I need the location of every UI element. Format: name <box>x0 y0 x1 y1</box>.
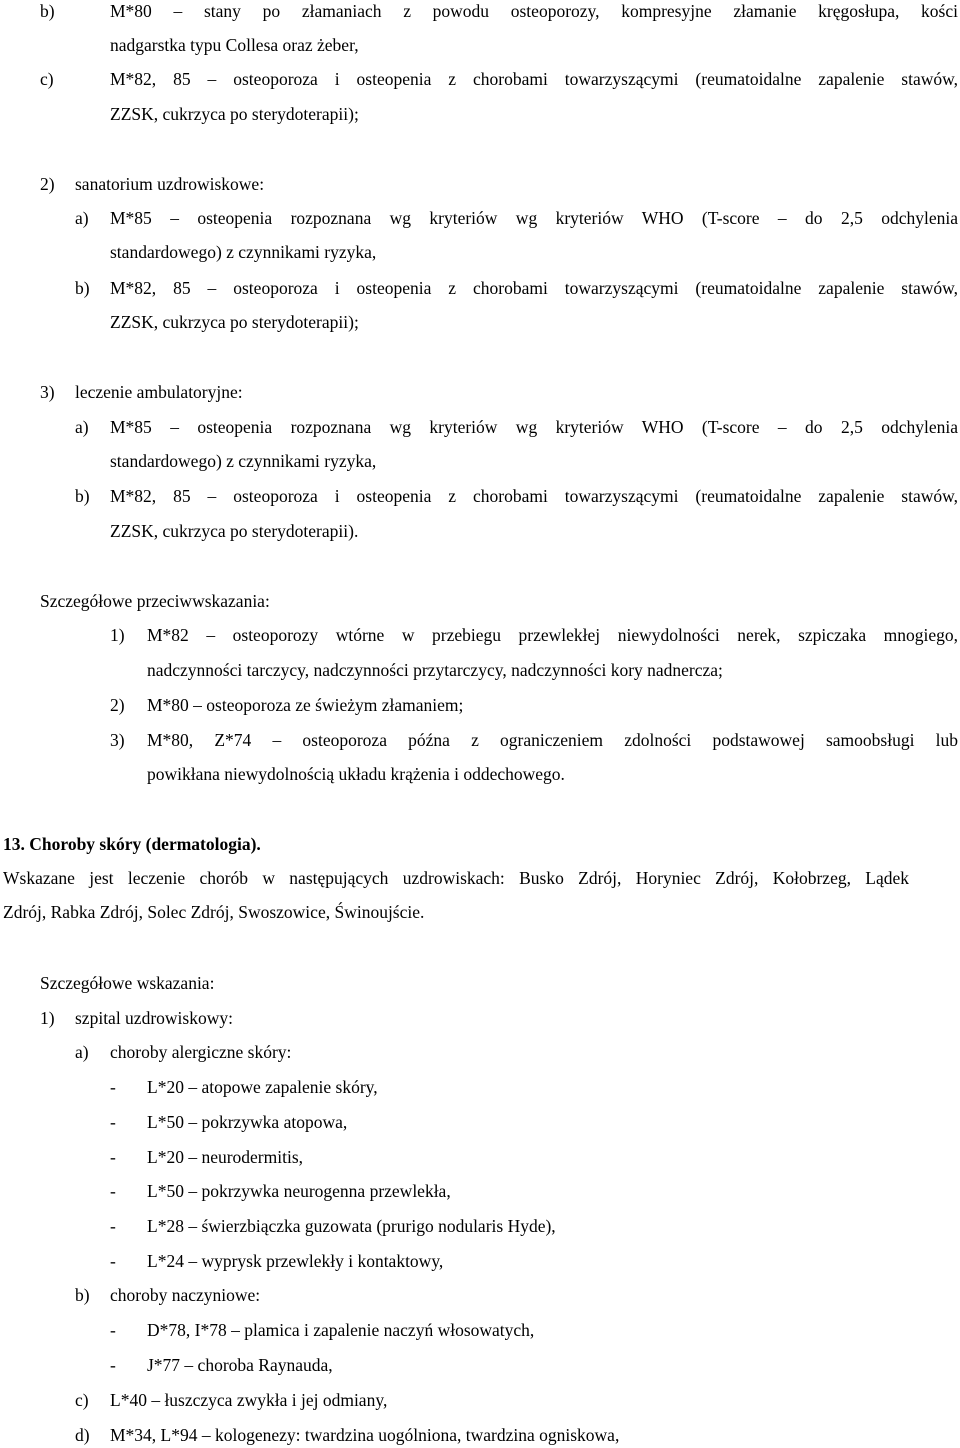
list-item-text: ZZSK, cukrzyca po sterydoterapii); <box>110 312 359 332</box>
dash-bullet: - <box>110 1077 116 1097</box>
list-item-text: M*80 – osteoporoza ze świeżym złamaniem; <box>147 695 464 715</box>
list-item-text: L*40 – łuszczyca zwykła i jej odmiany, <box>110 1390 388 1410</box>
list-item-text: nadczynności tarczycy, nadczynności przytarczycy, nadczynności kory nadnercza; <box>147 660 723 680</box>
list-item-text: M*80, Z*74 – osteoporoza późna z ograniczeniem zdolności podstawowej samoobsługi lub <box>147 730 958 750</box>
indications-heading: Szczegółowe wskazania: <box>40 973 215 993</box>
list-item: L*50 – pokrzywka atopowa, <box>147 1112 348 1132</box>
section-title: 13. Choroby skóry (dermatologia). <box>3 834 261 854</box>
dash-bullet: - <box>110 1147 116 1167</box>
list-item-text: M*82, 85 – osteoporoza i osteopenia z chorobami towarzyszącymi (reumatoidalne zapalenie stawów, <box>110 486 958 506</box>
list-item: L*24 – wyprysk przewlekły i kontaktowy, <box>147 1251 444 1271</box>
list-item-text: powikłana niewydolnością układu krążenia i oddechowego. <box>147 764 565 784</box>
dash-bullet: - <box>110 1320 116 1340</box>
dash-bullet: - <box>110 1181 116 1201</box>
subsection-heading: szpital uzdrowiskowy: <box>75 1008 233 1028</box>
list-item: L*28 – świerzbiączka guzowata (prurigo nodularis Hyde), <box>147 1216 556 1236</box>
section-intro: Wskazane jest leczenie chorób w następujących uzdrowiskach: Busko Zdrój, Horyniec Zdrój, Kołobrzeg, Lądek <box>3 868 909 888</box>
list-item-text: ZZSK, cukrzyca po sterydoterapii). <box>110 521 359 541</box>
item-label: b) <box>40 1 55 21</box>
item-label: 2) <box>40 174 55 194</box>
list-item-text: M*82, 85 – osteoporoza i osteopenia z chorobami towarzyszącymi (reumatoidalne zapalenie stawów, <box>110 69 958 89</box>
item-label: c) <box>75 1390 89 1410</box>
subsection-heading: sanatorium uzdrowiskowe: <box>75 174 265 194</box>
item-label: 3) <box>40 382 55 402</box>
list-item-text: choroby alergiczne skóry: <box>110 1042 292 1062</box>
item-label: 1) <box>110 625 125 645</box>
list-item: L*50 – pokrzywka neurogenna przewlekła, <box>147 1181 451 1201</box>
item-label: 1) <box>40 1008 55 1028</box>
list-item: L*20 – atopowe zapalenie skóry, <box>147 1077 378 1097</box>
item-label: b) <box>75 486 90 506</box>
item-label: a) <box>75 1042 89 1062</box>
item-label: 2) <box>110 695 125 715</box>
list-item-text: standardowego) z czynnikami ryzyka, <box>110 242 377 262</box>
list-item-text: choroby naczyniowe: <box>110 1285 261 1305</box>
list-item: L*20 – neurodermitis, <box>147 1147 304 1167</box>
item-label: 3) <box>110 730 125 750</box>
list-item-text: M*80 – stany po złamaniach z powodu osteoporozy, kompresyjne złamanie kręgosłupa, kości <box>110 1 958 21</box>
list-item-text: M*85 – osteopenia rozpoznana wg kryteriów wg kryteriów WHO (T-score – do 2,5 odchylenia <box>110 417 958 437</box>
list-item-text: M*34, L*94 – kologenezy: twardzina uogólniona, twardzina ogniskowa, <box>110 1425 620 1445</box>
item-label: b) <box>75 1285 90 1305</box>
list-item-text: M*82, 85 – osteoporoza i osteopenia z chorobami towarzyszącymi (reumatoidalne zapalenie stawów, <box>110 278 958 298</box>
list-item-text: standardowego) z czynnikami ryzyka, <box>110 451 377 471</box>
section-intro: Zdrój, Rabka Zdrój, Solec Zdrój, Swoszowice, Świnoujście. <box>3 902 425 922</box>
item-label: a) <box>75 417 89 437</box>
dash-bullet: - <box>110 1216 116 1236</box>
subsection-heading: leczenie ambulatoryjne: <box>75 382 243 402</box>
item-label: a) <box>75 208 89 228</box>
item-label: d) <box>75 1425 90 1445</box>
list-item: J*77 – choroba Raynauda, <box>147 1355 333 1375</box>
list-item-text: ZZSK, cukrzyca po sterydoterapii); <box>110 104 359 124</box>
list-item-text: M*85 – osteopenia rozpoznana wg kryteriów wg kryteriów WHO (T-score – do 2,5 odchylenia <box>110 208 958 228</box>
item-label: b) <box>75 278 90 298</box>
dash-bullet: - <box>110 1355 116 1375</box>
dash-bullet: - <box>110 1112 116 1132</box>
item-label: c) <box>40 69 54 89</box>
dash-bullet: - <box>110 1251 116 1271</box>
list-item-text: M*82 – osteoporozy wtórne w przebiegu przewlekłej niewydolności nerek, szpiczaka mnogiego, <box>147 625 958 645</box>
contraindications-heading: Szczegółowe przeciwwskazania: <box>40 591 270 611</box>
list-item: D*78, I*78 – plamica i zapalenie naczyń włosowatych, <box>147 1320 535 1340</box>
list-item-text: nadgarstka typu Collesa oraz żeber, <box>110 35 359 55</box>
